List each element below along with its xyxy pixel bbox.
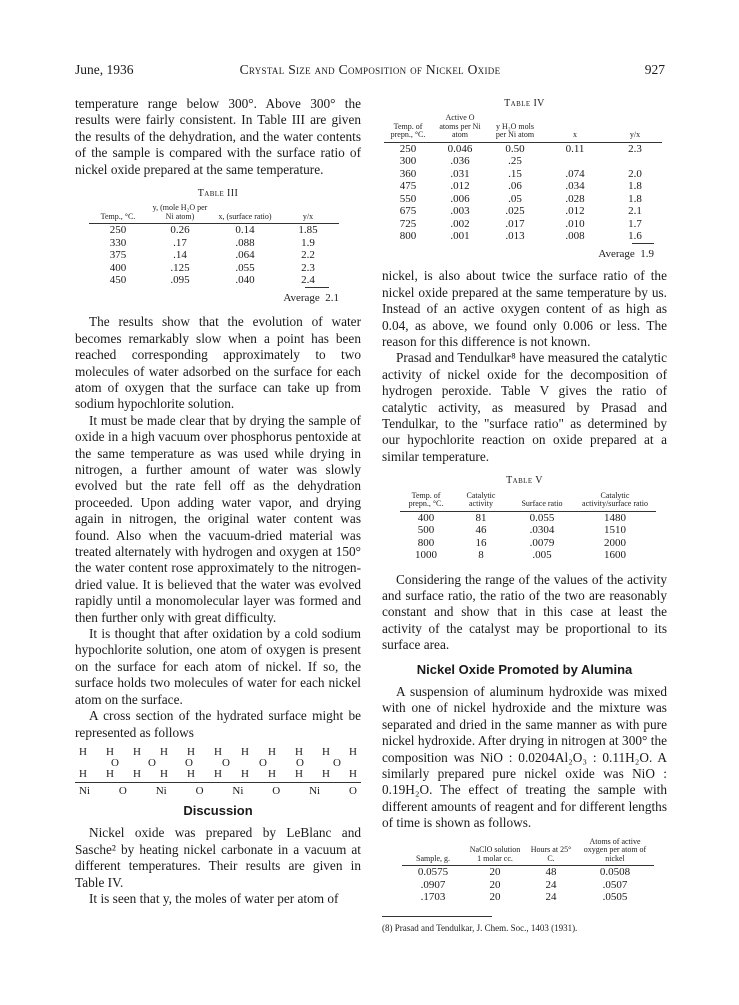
discussion-heading: Discussion bbox=[183, 802, 253, 818]
table-cell: .05 bbox=[508, 192, 522, 205]
atom-symbol: H bbox=[160, 745, 168, 758]
atom-symbol: H bbox=[268, 767, 276, 780]
atom-symbol: O bbox=[118, 784, 127, 797]
table-cell: 0.26 bbox=[170, 224, 190, 237]
table-cell: 1.8 bbox=[628, 180, 642, 193]
atom-symbol: H bbox=[133, 767, 141, 780]
footnote bbox=[382, 916, 578, 936]
table-cell: 330 bbox=[109, 236, 127, 249]
paragraph: Considering the range of the values of the activity and surface ratio, the ratio of the two are reasonably constant and show that in this case at least the activity of the catalyst may be proportional to its surface area. bbox=[382, 571, 667, 653]
table-iii-caption: Table III bbox=[197, 188, 239, 200]
table-v bbox=[400, 492, 667, 562]
header-date: June, 1936 bbox=[75, 62, 134, 77]
table-cell: 550 bbox=[399, 192, 417, 205]
table-cell: 475 bbox=[399, 180, 417, 193]
atom-symbol: H bbox=[241, 745, 249, 758]
table-header: y, (mole H₂O per Ni atom) bbox=[147, 204, 213, 224]
table-row bbox=[384, 168, 662, 181]
table-cell: .003 bbox=[450, 205, 470, 218]
table-cell: 0.055 bbox=[529, 511, 555, 524]
table-cell: 81 bbox=[475, 511, 487, 524]
paragraph: The results show that the evolution of water becomes remarkably slow when a point has been reached corresponding approximately to two molecules of water adsorbed on the surface for each atom of oxygen that the surface can take up from sodium hypochlorite solution. bbox=[75, 314, 361, 412]
table-row bbox=[400, 537, 656, 550]
table-cell: 725 bbox=[399, 217, 417, 230]
atom-symbol: O bbox=[185, 756, 193, 769]
table-cell: 800 bbox=[417, 536, 435, 549]
table-cell: .0505 bbox=[602, 891, 628, 904]
atom-symbol: O bbox=[148, 756, 156, 769]
table-row bbox=[384, 155, 662, 168]
table-cell: 2.3 bbox=[628, 142, 642, 155]
atom-symbol: O bbox=[296, 756, 304, 769]
table-cell: .06 bbox=[508, 180, 522, 193]
atom-symbol: Ni bbox=[79, 784, 90, 797]
table-row bbox=[384, 230, 662, 243]
table-cell: 20 bbox=[489, 891, 501, 904]
left-column bbox=[75, 96, 361, 907]
paragraph: nickel, is also about twice the surface ratio of the nickel oxide prepared at the same temperature by us. Instead of an active oxygen content of as high as 0.04, as above, we found only 0.006 or less. The reason for this difference is not known. bbox=[382, 268, 667, 349]
table-cell: 1.9 bbox=[301, 236, 315, 249]
table-cell: 0.11 bbox=[565, 142, 585, 155]
table-header: NaClO solution 1 molar cc. bbox=[464, 838, 526, 866]
table-cell: 46 bbox=[475, 524, 487, 537]
table-row bbox=[384, 205, 662, 218]
table-row bbox=[402, 891, 654, 904]
paragraph: It must be made clear that by drying the sample of oxide in a high vacuum over phosphorus pentoxide at the same temperature as was used while drying in nitrogen, a further amount of water was slowly evolved but the rate fell off as the dehydration proceeded. Upon adding water vapor, and drying again in nitrogen, the original water content was found. Also when the vacuum-dried material was treated alternately with hydrogen and oxygen at 150° the water content rose approximately to the nitrogen-dried value. It is believed that the water was evolved rapidly until a monomolecular layer was formed and then further only with great difficulty. bbox=[75, 412, 361, 625]
table-header: Catalytic activity bbox=[452, 492, 510, 512]
paragraph: A cross section of the hydrated surface might be represented as follows bbox=[75, 708, 361, 740]
atom-symbol: H bbox=[295, 745, 303, 758]
paragraph: A suspension of aluminum hydroxide was mixed with one of nickel hydroxide and the mixture was separated and dried in the same manner as with pure nickel hydroxide. After drying in nitrogen at 300° the composition was NiO : 0.0204Al₂O₃ : 0.11H₂O. A similarly prepared pure nickel oxide was NiO : 0.19H₂O. The effect of treating the sample with different amounts of reagent and for different lengths of time is shown as follows. bbox=[382, 684, 667, 831]
atom-symbol: H bbox=[187, 767, 195, 780]
atom-symbol: H bbox=[106, 745, 114, 758]
table-cell: 24 bbox=[545, 891, 557, 904]
table-header: x, (surface ratio) bbox=[213, 204, 277, 224]
table-cell: .001 bbox=[450, 230, 470, 243]
table-cell: .125 bbox=[170, 261, 190, 274]
atom-symbol: H bbox=[133, 745, 141, 758]
table-cell: 0.50 bbox=[505, 142, 525, 155]
running-header bbox=[75, 62, 665, 80]
table-cell: 2.3 bbox=[301, 261, 315, 274]
table-cell: .017 bbox=[505, 217, 525, 230]
table-row bbox=[400, 511, 656, 524]
table-cell: 8 bbox=[478, 549, 484, 562]
table-cell: 20 bbox=[489, 878, 501, 891]
table-cell: .012 bbox=[565, 205, 585, 218]
table-cell: .074 bbox=[565, 167, 585, 180]
table-row bbox=[384, 142, 662, 155]
paragraph: Nickel oxide was prepared by LeBlanc and Sasche² by heating nickel carbonate in a vacuum at different temperatures. Their results are given in Table IV. bbox=[75, 825, 361, 890]
table-cell: 0.0508 bbox=[599, 866, 631, 879]
table-cell: 0.046 bbox=[447, 142, 473, 155]
table-cell bbox=[608, 155, 662, 168]
table-cell: 1480 bbox=[604, 511, 626, 524]
table-reagent bbox=[402, 838, 667, 904]
table-cell: 24 bbox=[545, 878, 557, 891]
table-cell: 20 bbox=[489, 866, 501, 879]
table-cell: .055 bbox=[235, 261, 255, 274]
table-row bbox=[400, 524, 656, 537]
page-number: 927 bbox=[644, 62, 665, 77]
table-cell: .006 bbox=[450, 192, 470, 205]
table-header: Temp. of prepn., °C. bbox=[384, 114, 432, 142]
table-header: Atoms of active oxygen per atom of nickel bbox=[576, 838, 654, 866]
paragraph: It is seen that y, the moles of water per atom of bbox=[89, 890, 339, 906]
table-cell: 400 bbox=[417, 511, 435, 524]
table-cell: .0907 bbox=[420, 878, 446, 891]
atom-symbol: H bbox=[349, 745, 357, 758]
hydrated-surface-diagram bbox=[75, 747, 361, 797]
paragraph: temperature range below 300°. Above 300° the results were fairly consistent. In Table III are given the results of the dehydration, and the water contents of the sample is compared with the surface ratio of nickel oxide prepared at the same temperature. bbox=[75, 96, 361, 177]
table-cell: 300 bbox=[399, 155, 417, 168]
table-row bbox=[89, 262, 339, 275]
table-row bbox=[384, 180, 662, 193]
table-cell: 1600 bbox=[604, 549, 626, 562]
table-cell: 1.85 bbox=[298, 224, 318, 237]
atom-symbol: O bbox=[272, 784, 281, 797]
table-row bbox=[89, 224, 339, 237]
table-cell: .0507 bbox=[602, 878, 628, 891]
table-cell: .0079 bbox=[529, 536, 555, 549]
table-cell: 1000 bbox=[415, 549, 437, 562]
table-cell: .15 bbox=[508, 167, 522, 180]
table-iv-caption: Table IV bbox=[504, 98, 545, 109]
table-cell: .012 bbox=[450, 180, 470, 193]
atom-symbol: O bbox=[259, 756, 267, 769]
table-cell: .14 bbox=[173, 249, 187, 262]
atom-symbol: O bbox=[333, 756, 341, 769]
atom-symbol: O bbox=[348, 784, 357, 797]
table-v-caption: Table V bbox=[506, 475, 543, 487]
table-row bbox=[89, 249, 339, 262]
table-cell: 800 bbox=[399, 230, 417, 243]
alumina-section-heading: Nickel Oxide Promoted by Alumina bbox=[416, 661, 633, 677]
table-cell: 2.0 bbox=[628, 167, 642, 180]
table-cell: 16 bbox=[475, 536, 487, 549]
table-cell: .008 bbox=[565, 230, 585, 243]
atom-symbol: H bbox=[79, 745, 87, 758]
right-column bbox=[382, 96, 667, 936]
table-cell: .005 bbox=[532, 549, 552, 562]
table-cell: 250 bbox=[109, 224, 127, 237]
table-cell: 0.14 bbox=[235, 224, 255, 237]
table-cell: .013 bbox=[505, 230, 525, 243]
atom-symbol: Ni bbox=[309, 784, 321, 797]
table-cell: .040 bbox=[235, 274, 255, 287]
atom-symbol: H bbox=[349, 767, 357, 780]
table-cell: 2.2 bbox=[301, 249, 315, 262]
table-cell: 400 bbox=[109, 261, 127, 274]
table-cell: .064 bbox=[235, 249, 255, 262]
table-cell: 2.1 bbox=[628, 205, 642, 218]
table-iv-average: Average 1.9 bbox=[598, 247, 654, 260]
table-cell: .025 bbox=[505, 205, 525, 218]
table-cell: 360 bbox=[399, 167, 417, 180]
table-header: Surface ratio bbox=[510, 492, 574, 512]
table-cell: 1.6 bbox=[628, 230, 642, 243]
table-row bbox=[402, 866, 654, 879]
atom-symbol: O bbox=[222, 756, 230, 769]
table-cell: .0304 bbox=[529, 524, 555, 537]
table-cell: .1703 bbox=[420, 891, 446, 904]
table-header: y/x bbox=[608, 114, 662, 142]
atom-symbol: O bbox=[111, 756, 119, 769]
atom-symbol: H bbox=[322, 767, 330, 780]
table-header: Temp. of prepn., °C. bbox=[400, 492, 452, 512]
atom-symbol: H bbox=[214, 767, 222, 780]
table-cell: 1.8 bbox=[628, 192, 642, 205]
table-cell: .034 bbox=[565, 180, 585, 193]
atom-symbol: H bbox=[241, 767, 249, 780]
table-row bbox=[384, 193, 662, 206]
table-header: Catalytic activity/surface ratio bbox=[574, 492, 656, 512]
header-title: Crystal Size and Composition of Nickel Oxide bbox=[239, 62, 501, 77]
paragraph: It is thought that after oxidation by a cold sodium hypochlorite solution, one atom of oxygen is present on the surface for each atom of nickel. If so, the surface holds two molecules of water for each nickel atom on the surface. bbox=[75, 626, 361, 707]
table-cell: .028 bbox=[565, 192, 585, 205]
table-iii-average: Average 2.1 bbox=[283, 291, 339, 304]
table-header: Sample, g. bbox=[402, 838, 464, 866]
atom-symbol: Ni bbox=[232, 784, 244, 797]
table-cell: 500 bbox=[417, 524, 435, 537]
table-cell: .17 bbox=[173, 236, 187, 249]
table-cell: .002 bbox=[450, 217, 470, 230]
table-cell: .010 bbox=[565, 217, 585, 230]
atom-symbol: H bbox=[106, 767, 114, 780]
atom-symbol: H bbox=[160, 767, 168, 780]
table-row bbox=[400, 549, 656, 562]
table-header: y/x bbox=[277, 204, 339, 224]
table-row bbox=[384, 218, 662, 231]
table-header: Temp., °C. bbox=[89, 204, 147, 224]
table-row bbox=[89, 274, 339, 287]
table-iv bbox=[384, 114, 667, 262]
table-cell: .088 bbox=[235, 236, 255, 249]
atom-symbol: Ni bbox=[155, 784, 167, 797]
footnote-text: (8) Prasad and Tendulkar, J. Chem. Soc., 1403 (1931). bbox=[382, 922, 578, 933]
table-cell: 48 bbox=[545, 866, 557, 879]
table-cell: 0.0575 bbox=[417, 866, 449, 879]
table-cell: 675 bbox=[399, 205, 417, 218]
table-cell: .031 bbox=[450, 167, 470, 180]
paragraph: Prasad and Tendulkar⁸ have measured the catalytic activity of nickel oxide for the decomposition of hydrogen peroxide. Table V gives the ratio of catalytic activity, as measured by Prasad and Tendulkar, to the "surface ratio" as determined by our hypochlorite reaction on oxide prepared at a similar temperature. bbox=[382, 350, 667, 464]
atom-symbol: H bbox=[268, 745, 276, 758]
table-cell: .25 bbox=[508, 155, 522, 168]
table-header: Active O atoms per Ni atom bbox=[432, 114, 488, 142]
atom-symbol: H bbox=[187, 745, 195, 758]
atom-symbol: H bbox=[295, 767, 303, 780]
table-cell: .095 bbox=[170, 274, 190, 287]
table-cell: .036 bbox=[450, 155, 470, 168]
atom-symbol: H bbox=[322, 745, 330, 758]
table-header: x bbox=[542, 114, 608, 142]
table-cell: 450 bbox=[109, 274, 127, 287]
atom-symbol: O bbox=[195, 784, 204, 797]
table-header: Hours at 25° C. bbox=[526, 838, 576, 866]
table-cell: 2.4 bbox=[301, 274, 315, 287]
table-cell: 1510 bbox=[604, 524, 626, 537]
table-cell: 2000 bbox=[604, 536, 626, 549]
table-cell: 375 bbox=[109, 249, 127, 262]
table-cell: 250 bbox=[399, 142, 417, 155]
table-row bbox=[402, 879, 654, 892]
table-header: y H₂O mols per Ni atom bbox=[488, 114, 542, 142]
table-iii bbox=[89, 204, 361, 306]
atom-symbol: H bbox=[79, 767, 87, 780]
table-cell bbox=[542, 155, 608, 168]
atom-symbol: H bbox=[214, 745, 222, 758]
table-cell: 1.7 bbox=[628, 217, 642, 230]
table-row bbox=[89, 237, 339, 250]
